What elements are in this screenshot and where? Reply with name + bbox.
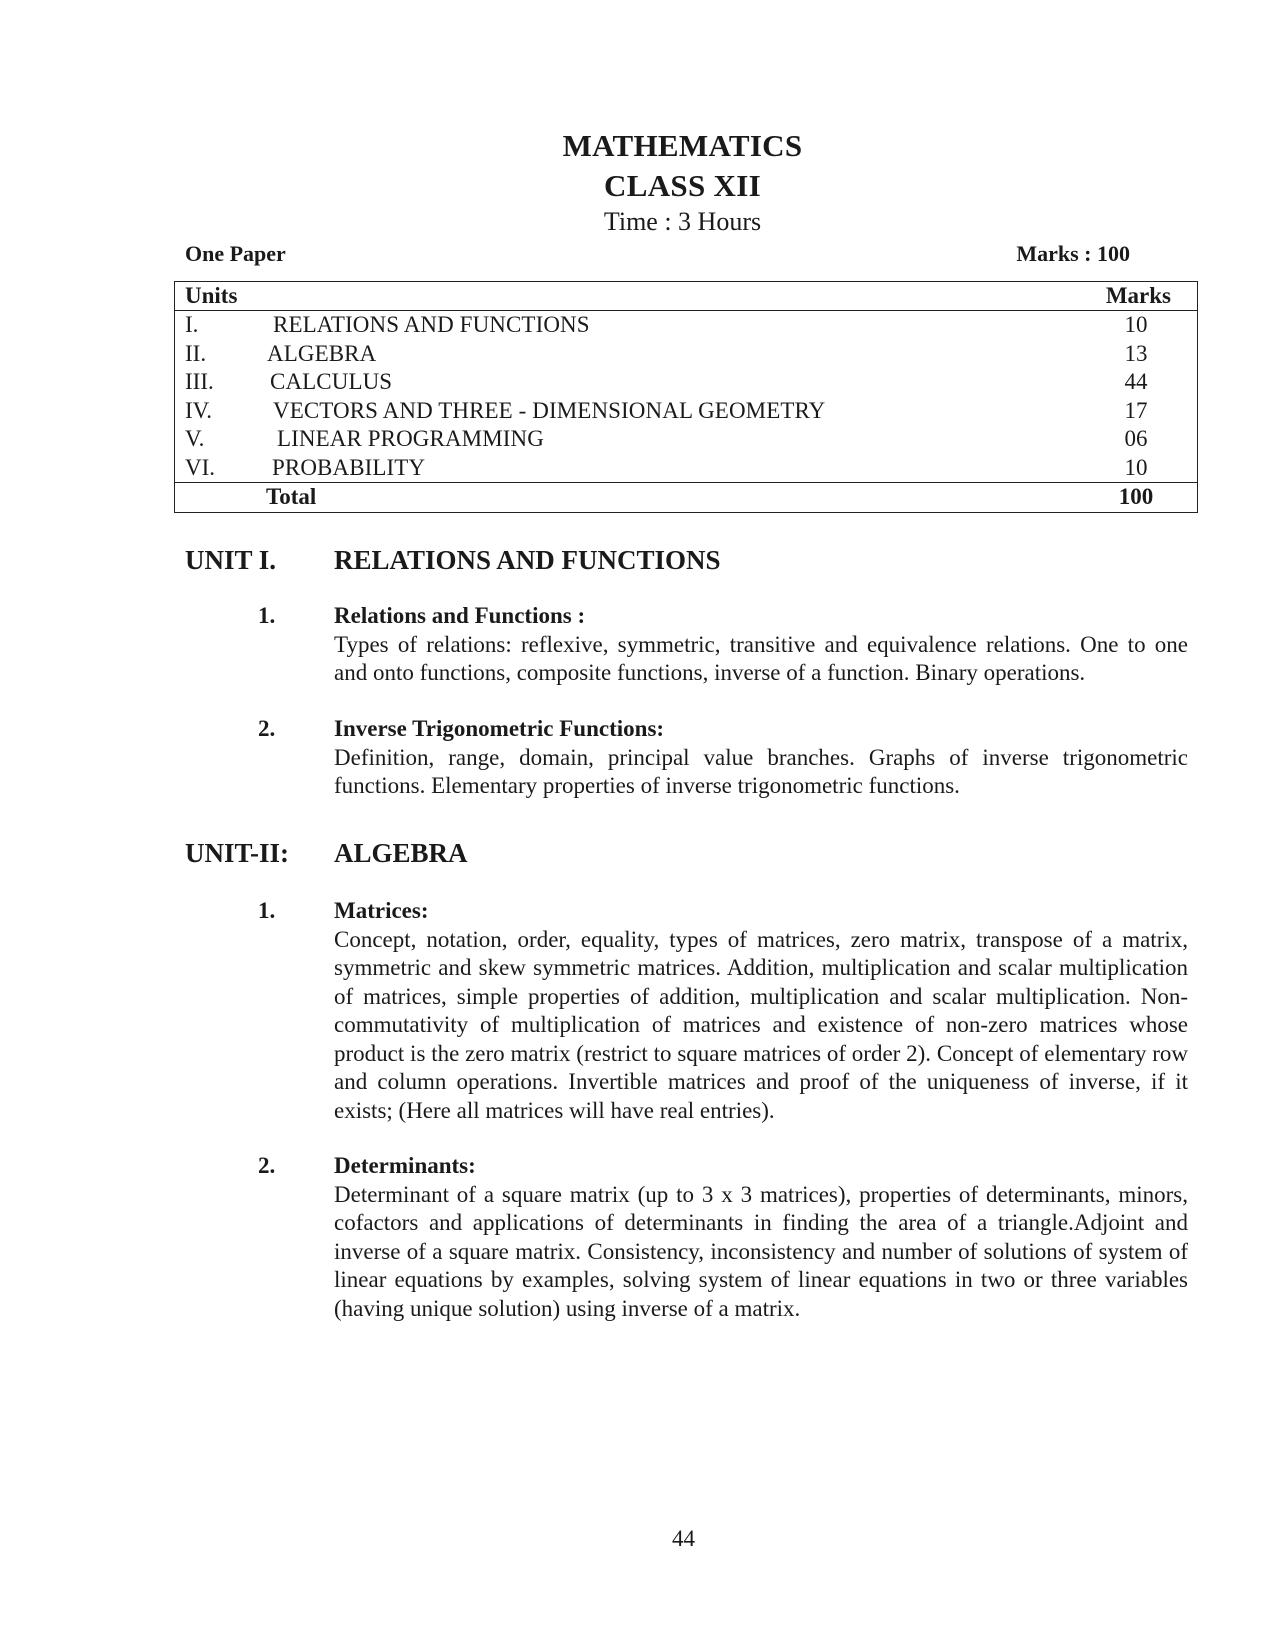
page-number: 44 (672, 1526, 695, 1551)
item-number: 1. (258, 603, 276, 628)
marks-label: Marks : 100 (1016, 241, 1130, 266)
title-block (0, 126, 1275, 238)
item-number: 2. (258, 716, 276, 741)
table-row (175, 425, 1197, 454)
table-row (175, 454, 1197, 483)
unit-marks: 10 (1124, 312, 1148, 337)
unit-name: ALGEBRA (267, 340, 377, 366)
item-body (334, 715, 1188, 801)
unit-marks: 44 (1124, 369, 1148, 394)
table-row (175, 340, 1197, 369)
unit-number: II. (185, 340, 207, 366)
unit-marks: 06 (1124, 426, 1148, 451)
item-description: Types of relations: reflexive, symmetric, transitive and equivalence relations. One to one and onto functions, composite functions, inverse of a function. Binary operations. (334, 631, 1188, 685)
total-label: Total (266, 484, 317, 509)
unit-marks: 13 (1124, 340, 1148, 366)
class-title: CLASS XII (604, 168, 761, 203)
item-description: Determinant of a square matrix (up to 3 x 3 matrices), properties of determinants, minors, cofactors and applications of determinants in finding the area of a triangle.Adjoint and inverse of a square matrix. Consistency, inconsistency and number of solutions of system of linear equations by examples, solving system of linear equations in two or three variables (having unique solution) using inverse of a matrix. (334, 1181, 1188, 1321)
item-body (334, 602, 1188, 688)
unit-name: RELATIONS AND FUNCTIONS (273, 312, 590, 337)
marks-column-header: Marks (1105, 283, 1171, 308)
unit-name: VECTORS AND THREE - DIMENSIONAL GEOMETRY (273, 397, 826, 423)
unit-number: V. (185, 426, 205, 451)
unit-title: RELATIONS AND FUNCTIONS (334, 545, 721, 575)
unit-name: CALCULUS (270, 369, 393, 394)
unit-name: PROBABILITY (272, 454, 426, 480)
units-column-header: Units (185, 283, 238, 308)
table-row (175, 311, 1197, 340)
item-title: Relations and Functions : (334, 603, 586, 628)
item-number: 1. (258, 898, 276, 923)
unit-name: LINEAR PROGRAMMING (277, 426, 544, 451)
total-value: 100 (1118, 484, 1154, 509)
marks-distribution-table (174, 281, 1198, 513)
unit-number: I. (185, 312, 199, 337)
item-body (334, 897, 1188, 1125)
item-number: 2. (258, 1153, 276, 1178)
table-row (175, 368, 1197, 397)
unit-marks: 10 (1124, 454, 1148, 480)
unit-number: VI. (185, 454, 216, 480)
item-title: Matrices: (334, 898, 429, 923)
item-title: Inverse Trigonometric Functions: (334, 716, 665, 741)
unit-label: UNIT I. (185, 545, 277, 575)
subject-title: MATHEMATICS (562, 128, 803, 163)
item-description: Definition, range, domain, principal value branches. Graphs of inverse trigonometric functions. Elementary properties of inverse trigonometric functions. (334, 744, 1188, 798)
paper-label: One Paper (185, 241, 286, 266)
time-label: Time : 3 Hours (603, 207, 762, 236)
item-body (334, 1152, 1188, 1323)
unit-title: ALGEBRA (334, 838, 468, 868)
table-total-row (175, 482, 1197, 512)
unit-number: IV. (185, 397, 213, 423)
item-description: Concept, notation, order, equality, types of matrices, zero matrix, transpose of a matrix, symmetric and skew symmetric matrices. Addition, multiplication and scalar multiplication of matrices, simple properties of addition, multiplication and scalar multiplication. Non-commutativity of multiplication of matrices and existence of non-zero matrices whose product is the zero matrix (restrict to square matrices of order 2). Concept of elementary row and column operations. Invertible matrices and proof of the uniqueness of inverse, if it exists; (Here all matrices will have real entries). (334, 926, 1188, 1123)
unit-number: III. (185, 369, 214, 394)
item-title: Determinants: (334, 1153, 476, 1178)
unit-marks: 17 (1124, 397, 1148, 423)
table-header (175, 282, 1197, 311)
unit-label: UNIT-II: (185, 838, 290, 868)
table-row (175, 397, 1197, 426)
